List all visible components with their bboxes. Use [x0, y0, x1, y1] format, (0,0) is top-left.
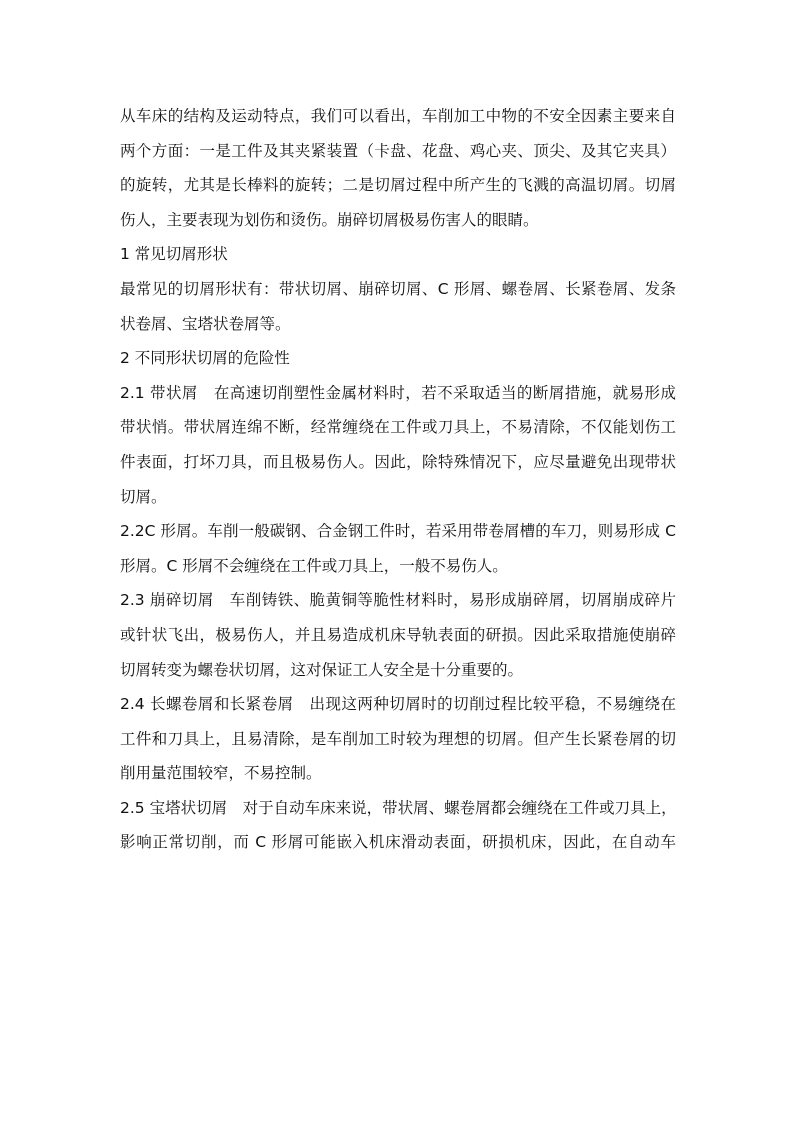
text-line: 或针状飞出，极易伤人，并且易造成机床导轨表面的研损。因此采取措施使崩碎 [120, 625, 676, 644]
text-line: 2.2C 形屑。车削一般碳钢、合金钢工件时，若采用带卷屑槽的车刀，则易形成 C [120, 522, 676, 541]
text-line: 从车床的结构及运动特点，我们可以看出，车削加工中物的不安全因素主要来自 [120, 107, 676, 125]
text-line: 2.1 带状屑 在高速切削塑性金属材料时，若不采取适当的断屑措施，就易形成 [120, 383, 676, 402]
text-line: 2.5 宝塔状切屑 对于自动车床来说，带状屑、螺卷屑都会缠绕在工件或刀具上， [120, 798, 677, 817]
text-line: 削用量范围较窄，不易控制。 [120, 764, 322, 783]
text-line: 带状悄。带状屑连绵不断，经常缠绕在工件或刀具上，不易清除，不仅能划伤工 [120, 418, 676, 437]
text-line: 影响正常切削，而 C 形屑可能嵌入机床滑动表面，研损机床，因此，在自动车 [120, 833, 676, 852]
text-line: 的旋转，尤其是长棒料的旋转；二是切屑过程中所产生的飞溅的高温切屑。切屑 [120, 176, 676, 195]
document-page [120, 99, 676, 860]
text-line: 2.4 长螺卷屑和长紧卷屑 出现这两种切屑时的切削过程比较平稳，不易缠绕在 [120, 695, 676, 714]
text-line: 切屑转变为螺卷状切屑，这对保证工人安全是十分重要的。 [120, 660, 524, 679]
text-line: 工件和刀具上，且易清除，是车削加工时较为理想的切屑。但产生长紧卷屑的切 [120, 729, 676, 748]
text-line: 两个方面：一是工件及其夹紧装置（卡盘、花盘、鸡心夹、顶尖、及其它夹具） [120, 141, 676, 160]
text-line: 件表面，打坏刀具，而且极易伤人。因此，除特殊情况下，应尽量避免出现带状 [120, 452, 676, 471]
text-line: 伤人，主要表现为划伤和烫伤。崩碎切屑极易伤害人的眼睛。 [120, 210, 539, 229]
text-line: 2 不同形状切屑的危险性 [120, 349, 290, 368]
text-line: 切屑。 [120, 487, 167, 506]
text-line: 最常见的切屑形状有：带状切屑、崩碎切屑、C 形屑、螺卷屑、长紧卷屑、发条 [120, 279, 676, 298]
text-line: 状卷屑、宝塔状卷屑等。 [120, 314, 291, 333]
text-line: 1 常见切屑形状 [120, 245, 228, 264]
text-line: 形屑。C 形屑不会缠绕在工件或刀具上，一般不易伤人。 [120, 556, 508, 575]
text-line: 2.3 崩碎切屑 车削铸铁、脆黄铜等脆性材料时，易形成崩碎屑，切屑崩成碎片 [120, 591, 676, 610]
